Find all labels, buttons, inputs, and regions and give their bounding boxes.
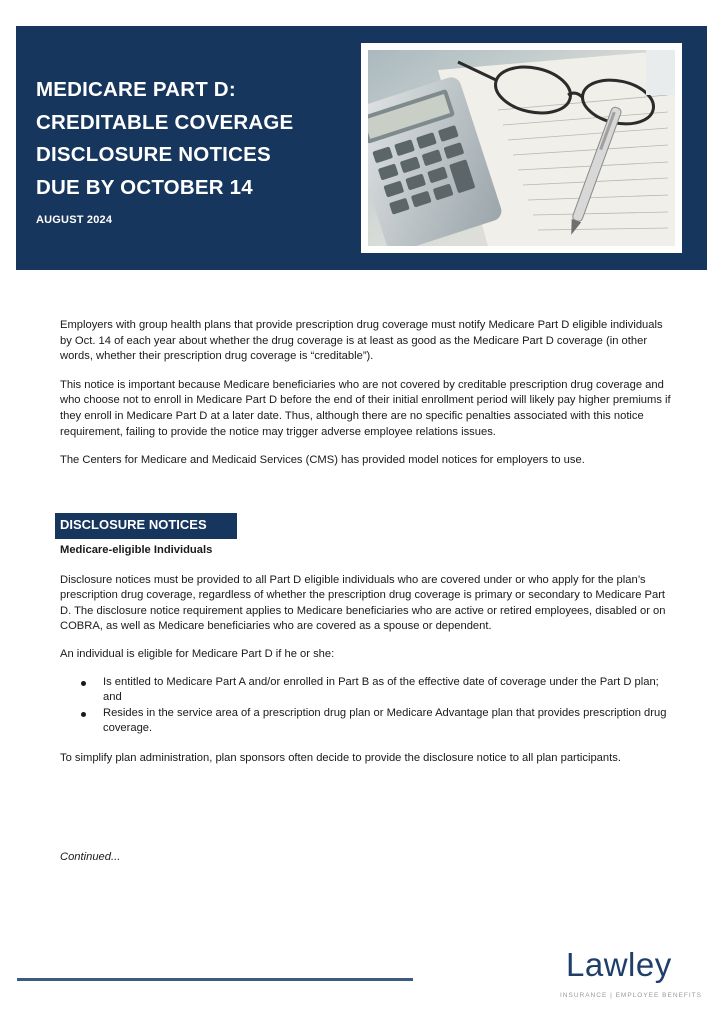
section-heading-underline — [55, 537, 237, 539]
intro-paragraph-3: The Centers for Medicare and Medicaid Services (CMS) has provided model notices for employers to use. — [60, 454, 585, 467]
bullet-icon — [81, 712, 86, 717]
header-photo-frame — [361, 43, 682, 253]
calculator-glasses-pen-photo — [368, 50, 675, 246]
list-item — [60, 675, 672, 706]
publication-date: AUGUST 2024 — [36, 214, 113, 226]
list-item-text: Resides in the service area of a prescription drug plan or Medicare Advantage plan that provides prescription drug coverage. — [103, 706, 667, 735]
section-paragraph-3: To simplify plan administration, plan sponsors often decide to provide the disclosure notice to all plan participants. — [60, 751, 621, 764]
list-item — [60, 706, 672, 737]
title-line-1: MEDICARE PART D: — [36, 78, 236, 101]
section-subheading: Medicare-eligible Individuals — [60, 544, 213, 556]
section-paragraph-1: Disclosure notices must be provided to all Part D eligible individuals who are covered under or who apply for the plan’s prescription drug coverage, regardless of whether the prescription drug coverage is primary or secondary to Medicare Part D. The disclosure notice requirement applies to Medicare beneficiaries who are active or retired employees, disabled or on COBRA, as well as Medicare beneficiaries who are covered as a spouse or dependent. — [60, 573, 666, 633]
section-body — [60, 543, 672, 779]
title-line-2: CREDITABLE COVERAGE — [36, 110, 294, 134]
page-title — [36, 74, 336, 204]
title-line-4: DUE BY OCTOBER 14 — [36, 175, 253, 199]
eligibility-list — [60, 675, 672, 737]
header-banner — [16, 26, 707, 270]
bullet-icon — [81, 681, 86, 686]
intro-body — [60, 318, 672, 482]
intro-paragraph-2: This notice is important because Medicare beneficiaries who are not covered by creditable prescription drug coverage and who choose not to enroll in Medicare Part D before the end of their initial enrollment period will likely pay higher premiums if they enroll in Medicare Part D at a later date. Thus, although there are no specific penalties associated with this notice requirement, failing to provide the notice may trigger adverse employee relations issues. — [60, 378, 671, 438]
section-paragraph-2: An individual is eligible for Medicare Part D if he or she: — [60, 647, 335, 660]
intro-paragraph-1: Employers with group health plans that provide prescription drug coverage must notify Medicare Part D eligible individuals by Oct. 14 of each year about whether the drug coverage is at least as good as the Medicare Part D coverage (in other words, whether their prescription drug coverage is “creditable”). — [60, 319, 663, 363]
footer-rule — [17, 978, 413, 981]
section-heading: DISCLOSURE NOTICES — [55, 513, 237, 537]
title-line-3: DISCLOSURE NOTICES — [36, 143, 271, 166]
list-item-text: Is entitled to Medicare Part A and/or enrolled in Part B as of the effective date of coverage under the Part D plan; and — [103, 675, 659, 704]
photo-illustration — [368, 50, 675, 246]
logo-tagline: INSURANCE | EMPLOYEE BENEFITS — [560, 992, 702, 999]
lawley-logo: Lawley — [566, 946, 672, 983]
continued-note: Continued... — [60, 851, 121, 863]
